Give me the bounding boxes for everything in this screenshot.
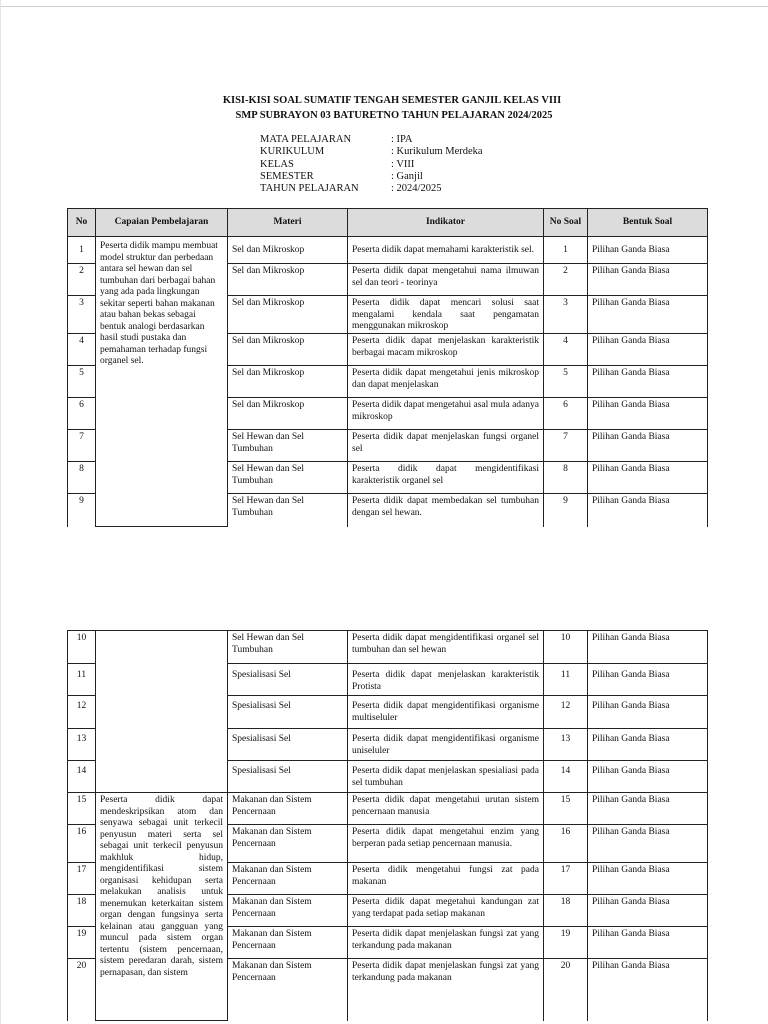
row-no-soal: 15 — [544, 793, 588, 825]
row-no-soal: 10 — [544, 631, 588, 664]
row-bentuk-soal: Pilihan Ganda Biasa — [588, 237, 708, 264]
row-materi: Sel Hewan dan Sel Tumbuhan — [228, 430, 348, 462]
row-materi: Sel Hewan dan Sel Tumbuhan — [228, 631, 348, 664]
row-no-soal: 17 — [544, 863, 588, 895]
meta-label: KURIKULUM — [260, 146, 325, 158]
row-bentuk-soal: Pilihan Ganda Biasa — [588, 825, 708, 863]
row-bentuk-soal: Pilihan Ganda Biasa — [588, 927, 708, 959]
kisi-kisi-table-part1 — [67, 208, 708, 527]
row-indikator: Peserta didik dapat mengetahui enzim yang berperan pada setiap pencernaan manusia. — [348, 825, 544, 863]
header-indikator: Indikator — [348, 209, 544, 237]
kisi-kisi-table-part2 — [67, 630, 708, 1021]
row-indikator: Peserta didik dapat menjelaskan fungsi organel sel — [348, 430, 544, 462]
row-bentuk-soal: Pilihan Ganda Biasa — [588, 664, 708, 696]
row-no-soal: 11 — [544, 664, 588, 696]
row-no-soal: 5 — [544, 366, 588, 398]
row-materi: Sel Hewan dan Sel Tumbuhan — [228, 462, 348, 494]
header-materi: Materi — [228, 209, 348, 237]
row-materi: Sel dan Mikroskop — [228, 237, 348, 264]
header-bentuk-soal: Bentuk Soal — [588, 209, 708, 237]
capaian-pembelajaran-1: Peserta didik mampu membuat model struktur dan perbedaan antara sel hewan dan sel tumbuhan dari berbagai bahan yang ada pada lingkungan sekitar seperti bahan makanan atau bahan bekas sebagai bentuk analogi berdasarkan hasil studi pustaka dan pemahaman terhadap fungsi organel sel. — [96, 237, 228, 527]
row-bentuk-soal: Pilihan Ganda Biasa — [588, 631, 708, 664]
row-no-soal: 9 — [544, 494, 588, 527]
meta-info — [260, 134, 483, 195]
row-no-soal: 18 — [544, 895, 588, 927]
row-materi: Makanan dan Sistem Pencernaan — [228, 895, 348, 927]
row-no-soal: 7 — [544, 430, 588, 462]
meta-row — [260, 171, 483, 183]
row-no: 1 — [68, 237, 96, 264]
meta-value: : Ganjil — [391, 170, 423, 182]
row-no-soal: 8 — [544, 462, 588, 494]
row-bentuk-soal: Pilihan Ganda Biasa — [588, 729, 708, 761]
row-indikator: Peserta didik dapat menjelaskan karakteristik Protista — [348, 664, 544, 696]
row-materi: Makanan dan Sistem Pencernaan — [228, 927, 348, 959]
row-bentuk-soal: Pilihan Ganda Biasa — [588, 863, 708, 895]
page-edge — [0, 6, 768, 7]
meta-value: : IPA — [391, 134, 413, 145]
row-no-soal: 13 — [544, 729, 588, 761]
row-no: 20 — [68, 959, 96, 1021]
row-no: 10 — [68, 631, 96, 664]
meta-value: : 2024/2025 — [391, 183, 442, 195]
row-no: 8 — [68, 462, 96, 494]
row-no: 15 — [68, 793, 96, 825]
table-row — [68, 793, 708, 825]
meta-value: : VIII — [391, 158, 415, 170]
row-no: 16 — [68, 825, 96, 863]
table-header-row — [68, 209, 708, 237]
header-capaian: Capaian Pembelajaran — [96, 209, 228, 237]
meta-row — [260, 183, 483, 195]
row-materi: Sel Hewan dan Sel Tumbuhan — [228, 494, 348, 527]
row-materi: Sel dan Mikroskop — [228, 334, 348, 366]
row-bentuk-soal: Pilihan Ganda Biasa — [588, 895, 708, 927]
row-materi: Makanan dan Sistem Pencernaan — [228, 863, 348, 895]
row-no-soal: 12 — [544, 696, 588, 729]
row-materi: Spesialisasi Sel — [228, 696, 348, 729]
row-materi: Makanan dan Sistem Pencernaan — [228, 959, 348, 1021]
row-indikator: Peserta didik dapat mengetahui asal mula adanya mikroskop — [348, 398, 544, 430]
page-edge-left — [0, 0, 1, 1024]
row-bentuk-soal: Pilihan Ganda Biasa — [588, 761, 708, 793]
row-indikator: Peserta didik dapat membedakan sel tumbuhan dengan sel hewan. — [348, 494, 544, 527]
row-indikator: Peserta didik dapat menjelaskan karakteristik berbagai macam mikroskop — [348, 334, 544, 366]
row-materi: Makanan dan Sistem Pencernaan — [228, 793, 348, 825]
table-row — [68, 631, 708, 664]
row-no: 4 — [68, 334, 96, 366]
row-no: 12 — [68, 696, 96, 729]
row-indikator: Peserta didik dapat mengidentifikasi organisme uniseluler — [348, 729, 544, 761]
meta-row — [260, 159, 483, 171]
row-bentuk-soal: Pilihan Ganda Biasa — [588, 462, 708, 494]
row-materi: Sel dan Mikroskop — [228, 366, 348, 398]
row-indikator: Peserta didik dapat mengetahui urutan sistem pencernaan manusia — [348, 793, 544, 825]
row-no: 17 — [68, 863, 96, 895]
row-indikator: Peserta didik dapat menjelaskan spesialiasi pada sel tumbuhan — [348, 761, 544, 793]
meta-row — [260, 146, 483, 158]
row-bentuk-soal: Pilihan Ganda Biasa — [588, 264, 708, 296]
row-no: 11 — [68, 664, 96, 696]
meta-label: KELAS — [260, 158, 294, 170]
row-no-soal: 3 — [544, 296, 588, 334]
row-bentuk-soal: Pilihan Ganda Biasa — [588, 793, 708, 825]
row-indikator: Peserta didik dapat mengidentifikasi organel sel tumbuhan dan sel hewan — [348, 631, 544, 664]
row-no-soal: 19 — [544, 927, 588, 959]
row-no: 3 — [68, 296, 96, 334]
row-bentuk-soal: Pilihan Ganda Biasa — [588, 398, 708, 430]
header-no-soal: No Soal — [544, 209, 588, 237]
row-no: 13 — [68, 729, 96, 761]
row-no: 18 — [68, 895, 96, 927]
row-no-soal: 1 — [544, 237, 588, 264]
row-bentuk-soal: Pilihan Ganda Biasa — [588, 296, 708, 334]
capaian-empty — [96, 631, 228, 793]
row-materi: Spesialisasi Sel — [228, 664, 348, 696]
row-materi: Sel dan Mikroskop — [228, 296, 348, 334]
row-no: 2 — [68, 264, 96, 296]
row-indikator: Peserta didik dapat mengidentifikasi organisme multiseluler — [348, 696, 544, 729]
row-bentuk-soal: Pilihan Ganda Biasa — [588, 366, 708, 398]
row-no: 6 — [68, 398, 96, 430]
row-indikator: Peserta didik dapat menjelaskan fungsi zat yang terkandung pada makanan — [348, 959, 544, 1021]
meta-label: SEMESTER — [260, 170, 314, 182]
meta-label: MATA PELAJARAN — [260, 134, 352, 145]
row-bentuk-soal: Pilihan Ganda Biasa — [588, 430, 708, 462]
meta-value: : Kurikulum Merdeka — [391, 146, 483, 158]
table-row — [68, 237, 708, 264]
row-no-soal: 4 — [544, 334, 588, 366]
row-bentuk-soal: Pilihan Ganda Biasa — [588, 696, 708, 729]
row-materi: Sel dan Mikroskop — [228, 398, 348, 430]
row-no-soal: 16 — [544, 825, 588, 863]
row-bentuk-soal: Pilihan Ganda Biasa — [588, 494, 708, 527]
meta-label: TAHUN PELAJARAN — [260, 183, 359, 195]
row-indikator: Peserta didik dapat mengetahui nama ilmuwan sel dan teori - teorinya — [348, 264, 544, 296]
row-materi: Makanan dan Sistem Pencernaan — [228, 825, 348, 863]
row-indikator: Peserta didik dapat megetahui kandungan zat yang terdapat pada setiap makanan — [348, 895, 544, 927]
document-title: KISI-KISI SOAL SUMATIF TENGAH SEMESTER GANJIL KELAS VIII — [222, 95, 562, 106]
row-no-soal: 20 — [544, 959, 588, 1021]
meta-row — [260, 134, 483, 146]
row-indikator: Peserta didik dapat mengidentifikasi karakteristik organel sel — [348, 462, 544, 494]
row-indikator: Peserta didik dapat menjelaskan fungsi zat yang terkandung pada makanan — [348, 927, 544, 959]
row-no: 7 — [68, 430, 96, 462]
row-indikator: Peserta didik dapat mengetahui jenis mikroskop dan dapat menjelaskan — [348, 366, 544, 398]
row-indikator: Peserta didik dapat memahami karakteristik sel. — [348, 237, 544, 264]
row-no-soal: 2 — [544, 264, 588, 296]
row-materi: Spesialisasi Sel — [228, 729, 348, 761]
row-bentuk-soal: Pilihan Ganda Biasa — [588, 959, 708, 1021]
row-no: 19 — [68, 927, 96, 959]
row-no: 5 — [68, 366, 96, 398]
row-no-soal: 14 — [544, 761, 588, 793]
header-no: No — [68, 209, 96, 237]
row-no: 9 — [68, 494, 96, 527]
row-no: 14 — [68, 761, 96, 793]
row-no-soal: 6 — [544, 398, 588, 430]
row-materi: Sel dan Mikroskop — [228, 264, 348, 296]
row-materi: Spesialisasi Sel — [228, 761, 348, 793]
document-subtitle: SMP SUBRAYON 03 BATURETNO TAHUN PELAJARAN 2024/2025 — [235, 110, 553, 121]
capaian-pembelajaran-2: Peserta didik dapat mendeskripsikan atom dan senyawa sebagai unit terkecil penyusun materi serta sel sebagai unit terkecil penyusun makhluk hidup, mengidentifikasi sistem organisasi kehidupan serta melakukan analisis untuk menemukan keterkaitan sistem organ dengan fungsinya serta kelainan atau gangguan yang muncul pada sistem organ tertentu (sistem pencernaan, sistem peredaran darah, sistem pernapasan, dan sistem — [96, 793, 228, 1021]
row-bentuk-soal: Pilihan Ganda Biasa — [588, 334, 708, 366]
row-indikator: Peserta didik mengetahui fungsi zat pada makanan — [348, 863, 544, 895]
row-indikator: Peserta didik dapat mencari solusi saat mengalami kendala saat pengamatan menggunakan mikroskop — [348, 296, 544, 334]
